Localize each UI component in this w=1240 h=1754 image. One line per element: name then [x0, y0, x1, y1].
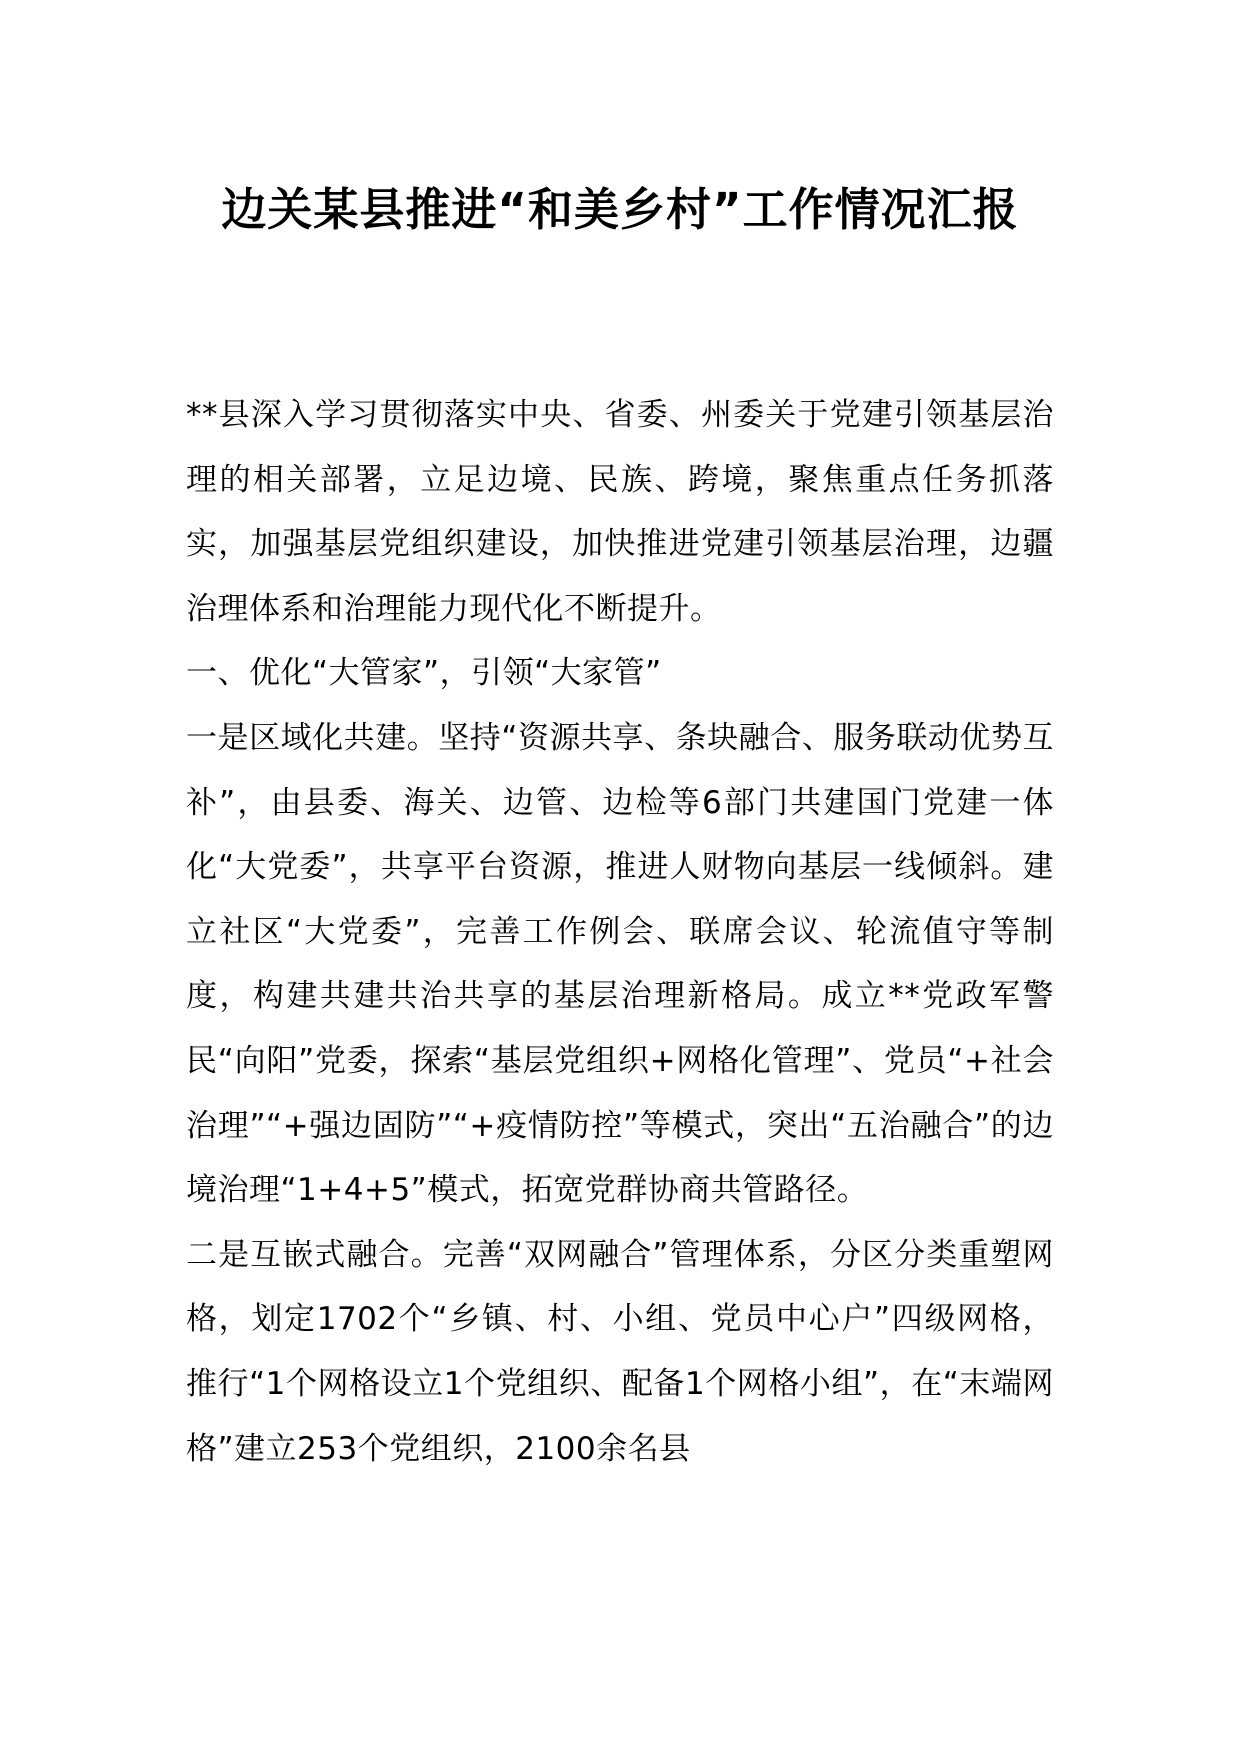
document-body — [186, 383, 1054, 1481]
section-heading: 一、优化“大管家”，引领“大家管” — [186, 655, 662, 692]
intro-paragraph: **县深入学习贯彻落实中央、省委、州委关于党建引领基层治理的相关部署，立足边境、民族、跨境，聚焦重点任务抓落实，加强基层党组织建设，加快推进党建引领基层治理，边疆治理体系和治理能力现代化不断提升。 — [186, 397, 1054, 627]
body-paragraph: 二是互嵌式融合。完善“双网融合”管理体系，分区分类重塑网格，划定1702个“乡镇、村、小组、党员中心户”四级网格，推行“1个网格设立1个党组织、配备1个网格小组”，在“末端网格”建立253个党组织，2100余名县 — [186, 1236, 1054, 1467]
body-paragraph: 一是区域化共建。坚持“资源共享、条块融合、服务联动优势互补”，由县委、海关、边管、边检等6部门共建国门党建一体化“大党委”，共享平台资源，推进人财物向基层一线倾斜。建立社区“大党委”，完善工作例会、联席会议、轮流值守等制度，构建共建共治共享的基层治理新格局。成立**党政军警民“向阳”党委，探索“基层党组织+网格化管理”、党员“+社会治理”“+强边固防”“+疫情防控”等模式，突出“五治融合”的边境治理“1+4+5”模式，拓宽党群协商共管路径。 — [186, 719, 1054, 1209]
page-title: 边关某县推进“和美乡村”工作情况汇报 — [221, 183, 1019, 236]
